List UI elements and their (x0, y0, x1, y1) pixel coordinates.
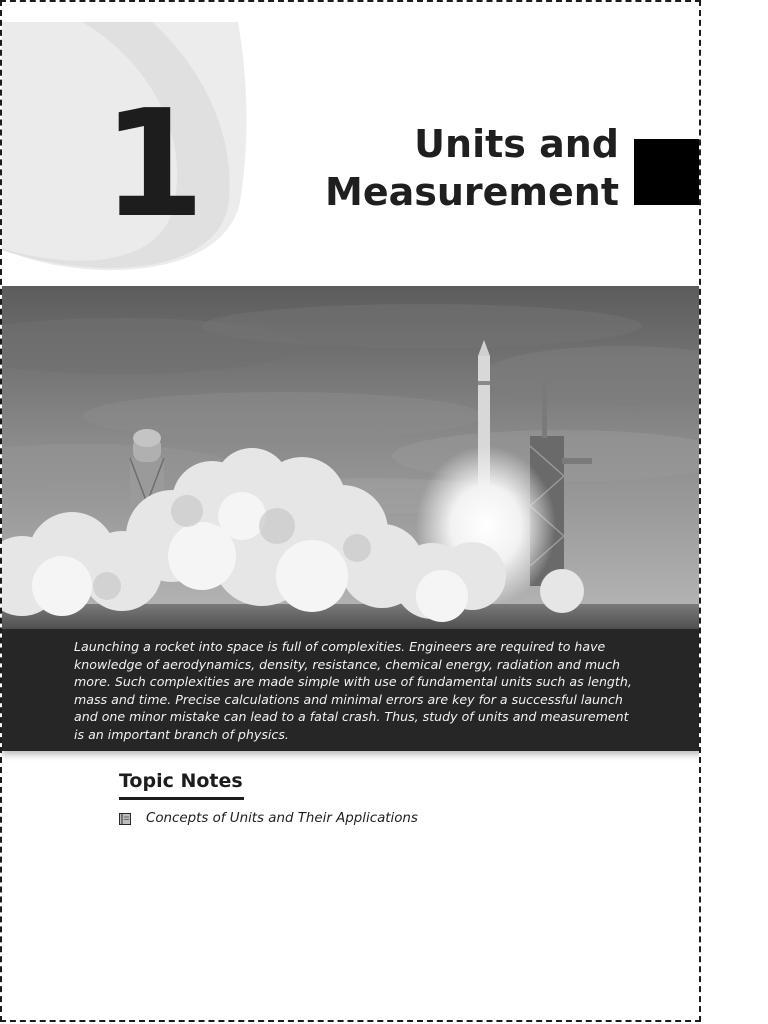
chapter-title-line-2: Measurement (325, 170, 619, 214)
chapter-title-line-1: Units and (414, 122, 619, 166)
book-icon (119, 813, 131, 825)
chapter-number: 1 (102, 78, 199, 250)
topic-note-item[interactable] (119, 811, 418, 826)
topic-note-item-label: Concepts of Units and Their Applications (146, 811, 418, 826)
topic-notes-heading: Topic Notes (119, 770, 243, 792)
chapter-title (325, 120, 619, 216)
topic-notes-underline (119, 797, 244, 800)
title-accent-block (634, 139, 701, 205)
caption-text: Launching a rocket into space is full of complexities. Engineers are required to have knowledge of aerodynamics, density, resistance, chemical energy, radiation and much more. Such complexities are made simple with use of fundamental units such as length, mass and time. Precise calculations and minimal errors are key for a successful launch and one minor mistake can lead to a fatal crash. Thus, study of units and measurement is an important branch of physics. (74, 639, 632, 742)
caption-band (2, 629, 701, 751)
rocket-launch-photo (2, 286, 701, 630)
